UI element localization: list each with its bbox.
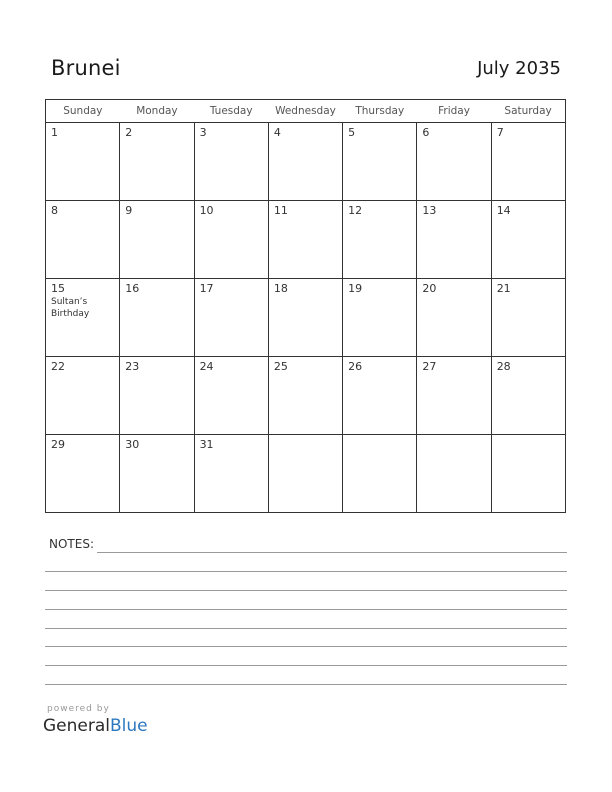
brand-blue: Blue [110, 716, 148, 736]
day-cell [46, 279, 120, 357]
day-cell [491, 201, 565, 279]
week-row [46, 357, 566, 435]
day-number: 4 [273, 126, 281, 139]
day-number: 20 [422, 282, 437, 295]
day-number: 22 [51, 360, 65, 373]
note-line [97, 552, 567, 553]
note-line [45, 684, 567, 685]
note-line [45, 665, 567, 666]
day-cell [120, 201, 194, 279]
day-cell [417, 357, 491, 435]
day-cell [268, 201, 342, 279]
weekday-header: Tuesday [194, 100, 268, 123]
day-cell [120, 123, 194, 201]
day-number: 24 [199, 360, 214, 373]
weekday-header: Monday [120, 100, 194, 123]
day-cell [120, 279, 194, 357]
day-number: 10 [199, 204, 214, 217]
day-number: 15 [51, 282, 65, 295]
day-cell [268, 357, 342, 435]
day-number: 31 [199, 438, 214, 451]
day-number: 26 [348, 360, 363, 373]
day-cell [46, 201, 120, 279]
brand-general: General [43, 716, 110, 736]
day-number: 13 [422, 204, 437, 217]
note-line [45, 646, 567, 647]
day-cell [46, 435, 120, 513]
day-number: 23 [125, 360, 140, 373]
day-number: 27 [422, 360, 437, 373]
weekday-header: Saturday [491, 100, 565, 123]
day-cell [194, 279, 268, 357]
week-row [46, 435, 566, 513]
day-number: 28 [496, 360, 511, 373]
note-line [45, 609, 567, 610]
day-cell [343, 123, 417, 201]
day-cell [417, 201, 491, 279]
weekday-header-row [46, 100, 566, 123]
day-cell [268, 435, 342, 513]
day-cell [343, 357, 417, 435]
day-cell [46, 123, 120, 201]
day-cell [120, 357, 194, 435]
day-number: 1 [51, 126, 58, 139]
weekday-header: Sunday [46, 100, 120, 123]
day-number: 17 [199, 282, 214, 295]
day-cell [491, 279, 565, 357]
day-cell [194, 435, 268, 513]
day-cell [417, 435, 491, 513]
day-cell [491, 357, 565, 435]
weekday-header: Thursday [343, 100, 417, 123]
day-cell [491, 435, 565, 513]
day-cell [194, 201, 268, 279]
day-cell [491, 123, 565, 201]
holiday-label: Sultan’s Birthday [51, 297, 90, 319]
note-line [45, 628, 567, 629]
day-cell [417, 279, 491, 357]
generalblue-logo [43, 716, 148, 736]
week-row [46, 123, 566, 201]
day-cell [46, 357, 120, 435]
day-number: 5 [348, 126, 356, 139]
day-number: 7 [496, 126, 504, 139]
day-number: 21 [496, 282, 511, 295]
day-number: 9 [125, 204, 133, 217]
month-label: July 2035 [477, 58, 561, 79]
day-cell [343, 435, 417, 513]
day-cell [343, 201, 417, 279]
day-cell [417, 123, 491, 201]
day-cell [120, 435, 194, 513]
day-number: 3 [199, 126, 207, 139]
note-line [45, 590, 567, 591]
day-number: 30 [125, 438, 140, 451]
day-number: 29 [51, 438, 65, 451]
day-number: 19 [348, 282, 363, 295]
week-row [46, 201, 566, 279]
powered-by-text: powered by [47, 704, 110, 714]
notes-label: NOTES: [49, 537, 94, 551]
page-title: Brunei [51, 56, 121, 80]
day-number: 12 [348, 204, 363, 217]
day-number: 2 [125, 126, 133, 139]
calendar-grid [45, 99, 566, 513]
day-number: 18 [273, 282, 288, 295]
weekday-header: Wednesday [268, 100, 342, 123]
day-cell [194, 123, 268, 201]
day-number: 16 [125, 282, 140, 295]
day-cell [343, 279, 417, 357]
day-number: 14 [496, 204, 511, 217]
day-number: 6 [422, 126, 430, 139]
day-cell [194, 357, 268, 435]
day-number: 25 [273, 360, 288, 373]
day-cell [268, 123, 342, 201]
day-cell [268, 279, 342, 357]
week-row [46, 279, 566, 357]
day-number: 11 [273, 204, 288, 217]
note-line [45, 571, 567, 572]
weekday-header: Friday [417, 100, 491, 123]
day-number: 8 [51, 204, 58, 217]
